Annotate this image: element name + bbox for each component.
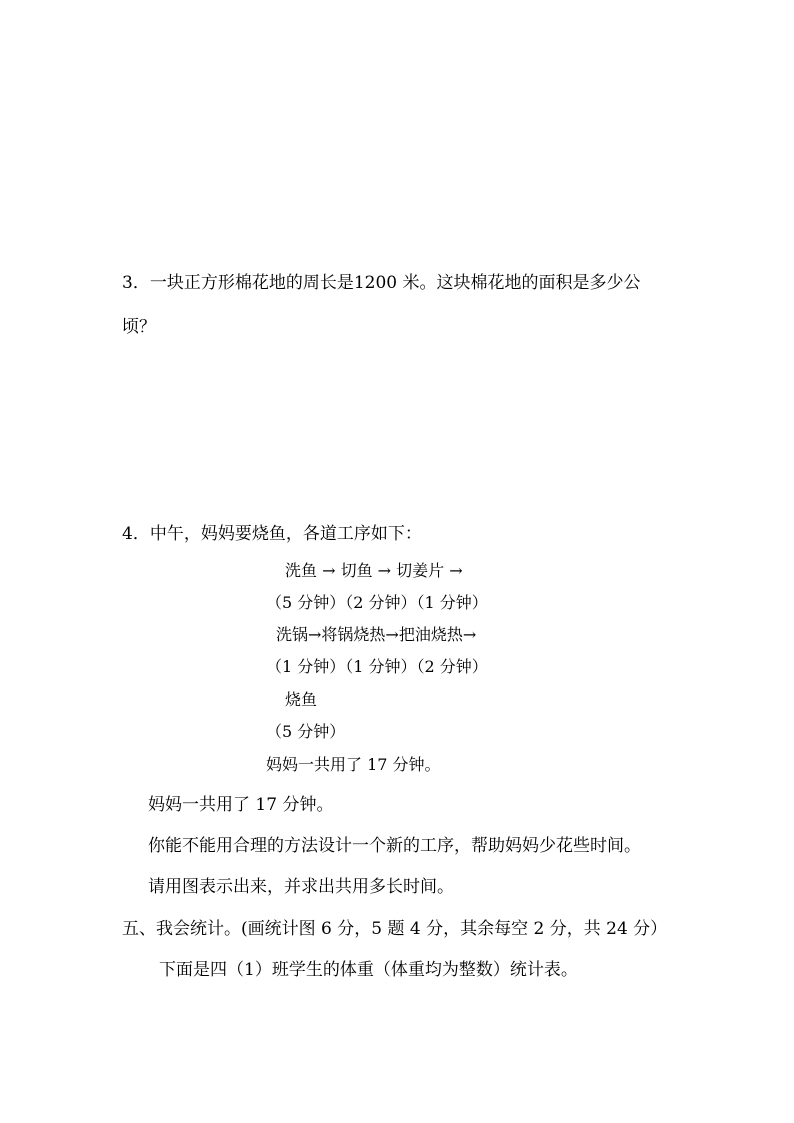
section-5-intro: 下面是四（1）班学生的体重（体重均为整数）统计表。 bbox=[159, 960, 578, 980]
question-3-text-line-2: 顷？ bbox=[122, 317, 156, 337]
question-4-heading: 4．中午，妈妈要烧鱼，各道工序如下： bbox=[122, 524, 422, 544]
process-times-row-1: （5 分钟）（2 分钟）（1 分钟） bbox=[266, 593, 488, 612]
section-5-heading: 五、我会统计。(画统计图 6 分，5 题 4 分，其余每空 2 分，共 24 分） bbox=[122, 919, 668, 939]
process-steps-row-1: 洗鱼 → 切鱼 → 切姜片 → bbox=[285, 561, 463, 580]
process-steps-row-2: 洗锅→将锅烧热→把油烧热→ bbox=[276, 625, 477, 644]
question-4-paragraph-3: 请用图表示出来，并求出共用多长时间。 bbox=[148, 877, 454, 897]
process-total-time: 妈妈一共用了 17 分钟。 bbox=[266, 755, 441, 774]
question-3-text-line-1: 3．一块正方形棉花地的周长是1200 米。这块棉花地的面积是多少公 bbox=[122, 273, 641, 293]
process-steps-row-3: 烧鱼 bbox=[285, 690, 318, 709]
question-4-paragraph-1: 妈妈一共用了 17 分钟。 bbox=[148, 795, 334, 815]
question-4-paragraph-2: 你能不能用合理的方法设计一个新的工序，帮助妈妈少花些时间。 bbox=[148, 836, 641, 856]
process-times-row-3: （5 分钟） bbox=[266, 722, 346, 741]
process-times-row-2: （1 分钟）（1 分钟）（2 分钟） bbox=[266, 657, 488, 676]
